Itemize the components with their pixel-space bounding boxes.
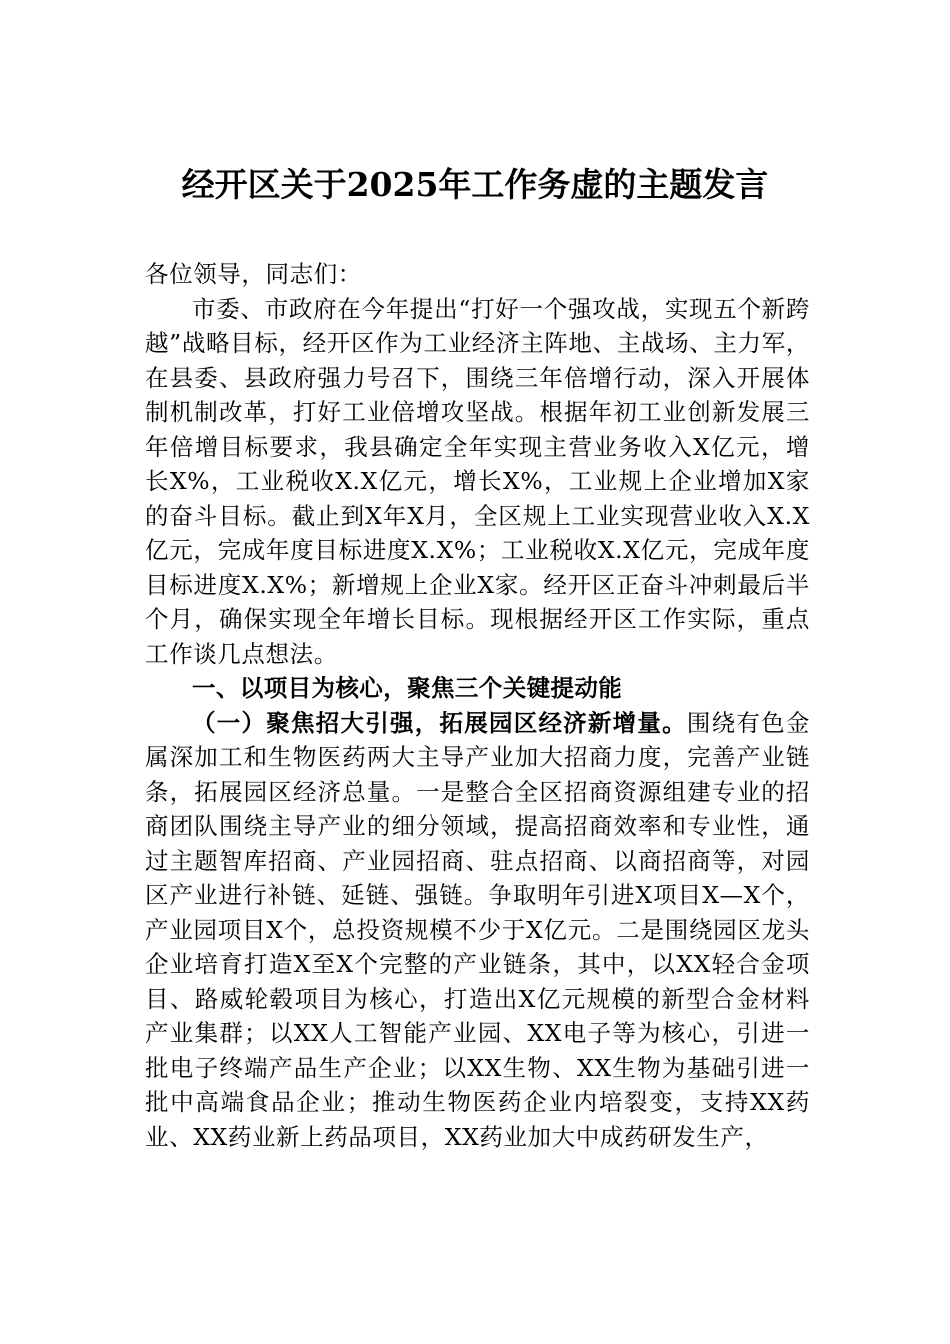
subsection-paragraph-1 bbox=[145, 706, 810, 1155]
document-body bbox=[145, 257, 810, 1154]
salutation: 各位领导，同志们： bbox=[145, 260, 362, 288]
subsection-lead-1: （一）聚焦招大引强，拓展园区经济新增量。 bbox=[192, 708, 687, 737]
subsection-body-1: 围绕有色金属深加工和生物医药两大主导产业加大招商力度，完善产业链条，拓展园区经济总量。一是整合全区招商资源组建专业的招商团队围绕主导产业的细分领域，提高招商效率和专业性，通过主题智库招商、产业园招商、驻点招商、以商招商等，对园区产业进行补链、延链、强链。争取明年引进X项目X—X个，产业园项目X个，总投资规模不少于X亿元。二是围绕园区龙头企业培育打造X至X个完整的产业链条，其中，以XX轻合金项目、路威轮毂项目为核心，打造出X亿元规模的新型合金材料产业集群；以XX人工智能产业园、XX电子等为核心，引进一批电子终端产品生产企业；以XX生物、XX生物为基础引进一批中高端食品企业；推动生物医药企业内培裂变，支持XX药业、XX药业新上药品项目，XX药业加大中成药研发生产， bbox=[145, 708, 811, 1151]
document-title: 经开区关于2025年工作务虚的主题发言 bbox=[181, 165, 769, 204]
intro-paragraph: 市委、市政府在今年提出“打好一个强攻战，实现五个新跨越”战略目标，经开区作为工业经济主阵地、主战场、主力军，在县委、县政府强力号召下，围绕三年倍增行动，深入开展体制机制改革，打好工业倍增攻坚战。根据年初工业创新发展三年倍增目标要求，我县确定全年实现主营业务收入X亿元，增长X%，工业税收X.X亿元，增长X%，工业规上企业增加X家的奋斗目标。截止到X年X月，全区规上工业实现营业收入X.X亿元，完成年度目标进度X.X%；工业税收X.X亿元，完成年度目标进度X.X%；新增规上企业X家。经开区正奋斗冲刺最后半个月，确保实现全年增长目标。现根据经开区工作实际，重点工作谈几点想法。 bbox=[145, 294, 810, 668]
section-heading-1: 一、以项目为核心，聚焦三个关键提动能 bbox=[192, 674, 623, 702]
